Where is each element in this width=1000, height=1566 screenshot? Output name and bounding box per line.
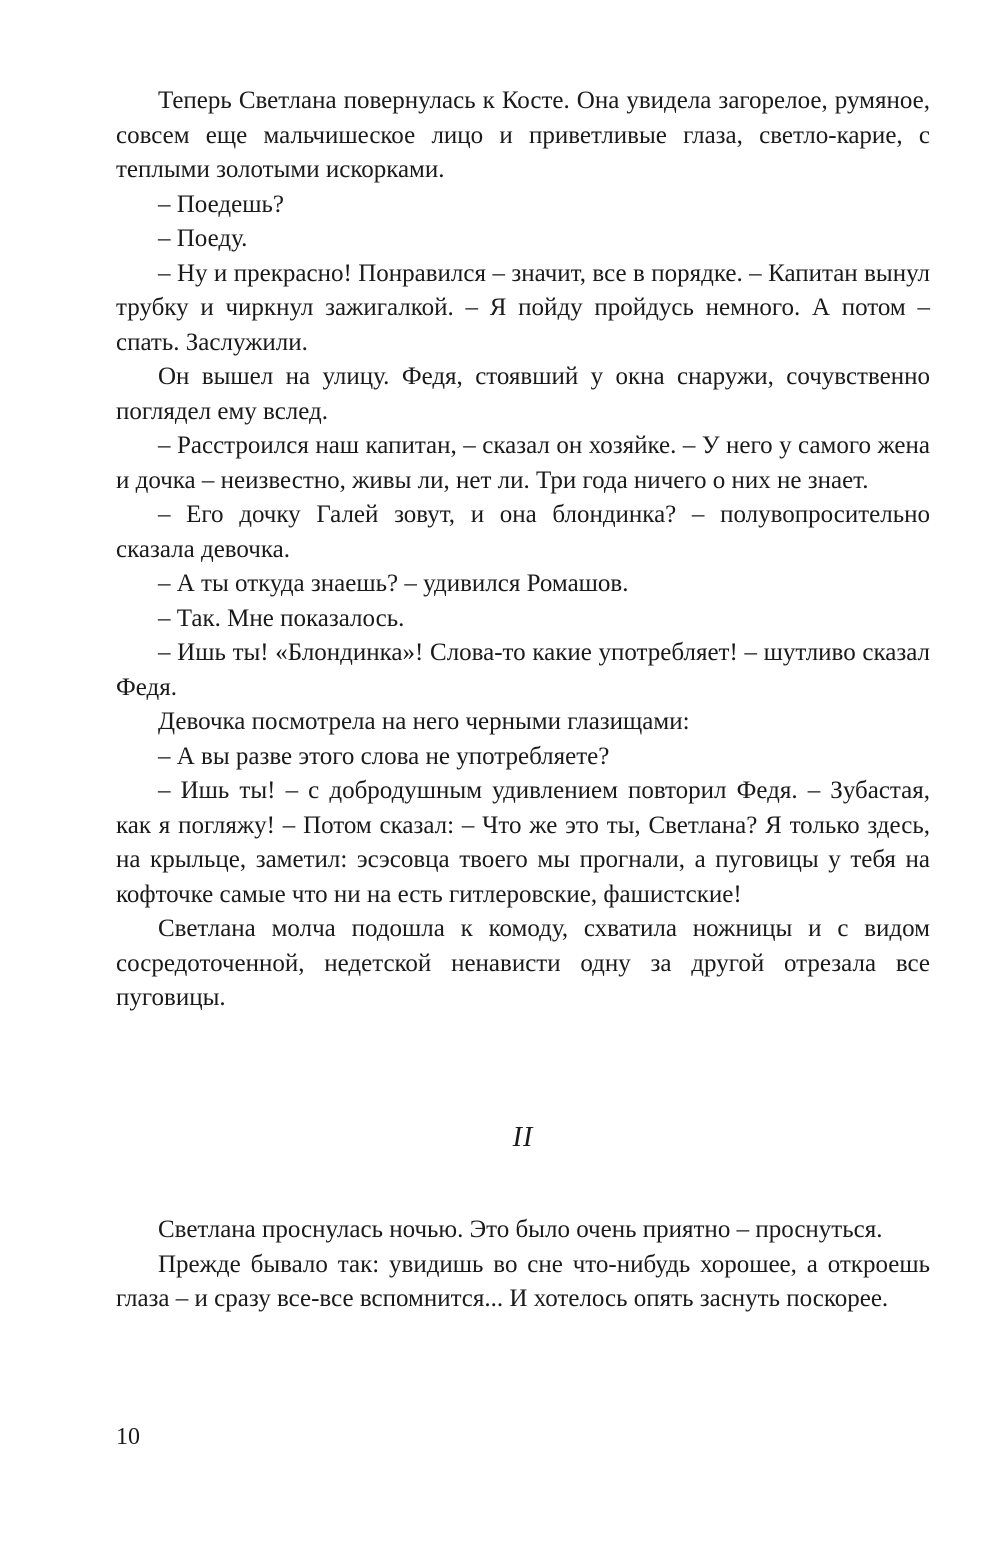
paragraph: – А вы разве этого слова не употребляете? xyxy=(158,742,610,770)
paragraph: Он вышел на улицу. Федя, стоявший у окна снаружи, сочувственно поглядел ему вслед. xyxy=(116,363,930,425)
text-block-after xyxy=(116,1213,930,1317)
paragraph: Прежде бывало так: увидишь во сне что-нибудь хорошее, а откроешь глаза – и сразу все-все вспомнится... И хотелось опять заснуть поскорее. xyxy=(116,1250,930,1312)
paragraph: – А ты откуда знаешь? – удивился Ромашов. xyxy=(158,570,629,597)
paragraph: Девочка посмотрела на него черными глазищами: xyxy=(158,708,690,735)
page-number: 10 xyxy=(116,1424,140,1450)
paragraph: – Его дочку Галей зовут, и она блондинка? – полувопросительно сказала девочка. xyxy=(116,501,930,563)
paragraph: – Расстроился наш капитан, – сказал он хозяйке. – У него у самого жена и дочка – неизвестно, живы ли, нет ли. Три года ничего о них не знает. xyxy=(116,432,930,494)
section-heading: II xyxy=(512,1121,534,1153)
text-block-before xyxy=(116,84,930,1016)
paragraph: – Ишь ты! «Блондинка»! Слова-то какие употребляет! – шутливо сказал Федя. xyxy=(116,639,930,701)
paragraph: – Так. Мне показалось. xyxy=(158,604,405,632)
paragraph: Светлана молча подошла к комоду, схватила ножницы и с видом сосредоточенной, недетской ненависти одну за другой отрезала все пуговицы. xyxy=(116,915,930,1011)
paragraph: – Ишь ты! – с добродушным удивлением повторил Федя. – Зубастая, как я погляжу! – Потом сказал: – Что же это ты, Светлана? Я только здесь, на крыльце, заметил: эсэсовца твоего мы прогнали, а пуговицы у тебя на кофточке самые что ни на есть гитлеровские, фашистские! xyxy=(116,777,930,908)
paragraph: – Поеду. xyxy=(158,225,248,252)
paragraph: – Поедешь? xyxy=(158,190,284,218)
paragraph: – Ну и прекрасно! Понравился – значит, все в порядке. – Капитан вынул трубку и чиркнул зажигалкой. – Я пойду пройдусь немного. А потом – спать. Заслужили. xyxy=(116,259,930,356)
paragraph: Теперь Светлана повернулась к Косте. Она увидела загорелое, румяное, совсем еще мальчишеское лицо и приветливые глаза, светло-карие, с теплыми золотыми искорками. xyxy=(116,87,930,183)
paragraph: Светлана проснулась ночью. Это было очень приятно – проснуться. xyxy=(158,1216,883,1243)
